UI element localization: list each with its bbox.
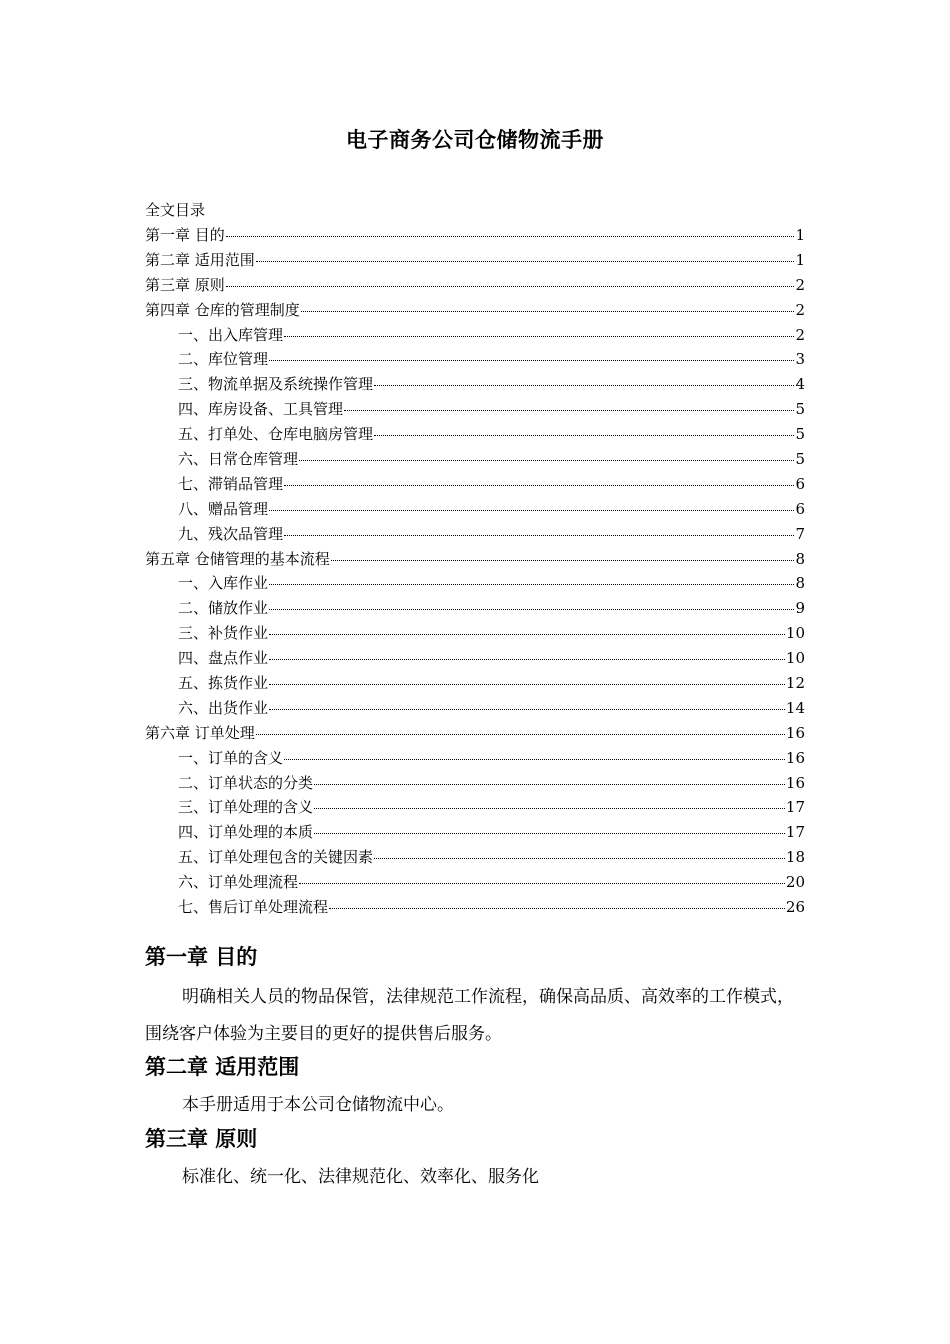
section-heading-scope: 第二章 适用范围 <box>145 1055 300 1079</box>
toc-entry[interactable] <box>145 251 805 276</box>
toc-entry-page-number: 26 <box>785 898 805 917</box>
section-body-scope: 本手册适用于本公司仓储物流中心。 <box>182 1095 454 1115</box>
toc-entry-label: 七、售后订单处理流程 <box>178 898 329 917</box>
toc-entry[interactable] <box>145 624 805 649</box>
toc-heading: 全文目录 <box>145 201 206 219</box>
toc-entry-page-number: 7 <box>795 524 805 543</box>
toc-entry-label: 三、订单处理的含义 <box>178 798 314 817</box>
toc-entry[interactable] <box>145 898 805 923</box>
toc-entry-label: 四、盘点作业 <box>178 649 269 668</box>
toc-entry-label: 第三章 原则 <box>145 275 225 294</box>
toc-entry-page-number: 1 <box>795 226 805 244</box>
toc-dot-leader <box>269 360 794 361</box>
toc-entry[interactable] <box>145 749 805 774</box>
toc-entry-page-number: 2 <box>795 325 805 344</box>
toc-entry[interactable] <box>145 350 805 375</box>
toc-entry-label: 五、订单处理包含的关键因素 <box>178 848 374 867</box>
toc-entry-page-number: 2 <box>795 275 805 294</box>
toc-entry[interactable] <box>145 475 805 500</box>
toc-dot-leader <box>269 684 785 685</box>
toc-entry-page-number: 2 <box>795 300 805 319</box>
toc-entry-page-number: 1 <box>795 250 805 269</box>
toc-entry-label: 第五章 仓储管理的基本流程 <box>145 549 330 568</box>
toc-dot-leader <box>301 311 795 312</box>
toc-entry-label: 六、订单处理流程 <box>178 873 299 892</box>
toc-entry-page-number: 16 <box>785 773 805 792</box>
toc-entry-label: 五、拣货作业 <box>178 674 269 693</box>
toc-entry-page-number: 5 <box>795 450 805 469</box>
toc-entry[interactable] <box>145 375 805 400</box>
toc-entry-page-number: 6 <box>795 474 805 493</box>
toc-entry-page-number: 5 <box>795 425 805 444</box>
toc-entry[interactable] <box>145 276 805 301</box>
toc-entry[interactable] <box>145 425 805 450</box>
toc-entry[interactable] <box>145 550 805 575</box>
toc-entry-page-number: 10 <box>785 649 805 668</box>
toc-entry-label: 二、订单状态的分类 <box>178 773 314 792</box>
toc-entry[interactable] <box>145 699 805 724</box>
toc-entry-page-number: 12 <box>785 674 805 693</box>
toc-entry-page-number: 9 <box>795 599 805 618</box>
toc-entry-label: 二、储放作业 <box>178 599 269 618</box>
toc-entry-page-number: 8 <box>795 574 805 593</box>
toc-entry-page-number: 16 <box>785 723 805 742</box>
toc-entry[interactable] <box>145 400 805 425</box>
toc-dot-leader <box>284 485 794 486</box>
toc-entry[interactable] <box>145 674 805 699</box>
toc-entry-label: 五、打单处、仓库电脑房管理 <box>178 425 374 444</box>
toc-entry-label: 三、物流单据及系统操作管理 <box>178 375 374 394</box>
toc-entry[interactable] <box>145 848 805 873</box>
toc-dot-leader <box>374 858 785 859</box>
toc-dot-leader <box>269 709 785 710</box>
toc-dot-leader <box>331 560 795 561</box>
section-body-purpose: 明确相关人员的物品保管，法律规范工作流程，确保高品质、高效率的工作模式，围绕客户体验为主要目的更好的提供售后服务。 <box>145 987 794 1044</box>
toc-entry-label: 八、赠品管理 <box>178 499 269 518</box>
toc-entry[interactable] <box>145 873 805 898</box>
toc-entry-label: 第二章 适用范围 <box>145 250 255 269</box>
toc-entry-label: 四、库房设备、工具管理 <box>178 400 344 419</box>
toc-entry-label: 一、订单的含义 <box>178 748 284 767</box>
toc-entry[interactable] <box>145 798 805 823</box>
toc-dot-leader <box>299 460 794 461</box>
toc-dot-leader <box>269 659 785 660</box>
toc-dot-leader <box>256 261 795 262</box>
toc-dot-leader <box>344 410 794 411</box>
toc-entry-page-number: 10 <box>785 624 805 643</box>
toc-entry[interactable] <box>145 226 805 251</box>
toc-entry-page-number: 3 <box>795 350 805 369</box>
toc-entry-label: 九、残次品管理 <box>178 524 284 543</box>
toc-dot-leader <box>226 236 795 237</box>
toc-entry[interactable] <box>145 724 805 749</box>
toc-entry-page-number: 14 <box>785 698 805 717</box>
toc-entry[interactable] <box>145 823 805 848</box>
toc-entry-page-number: 20 <box>785 873 805 892</box>
toc-dot-leader <box>374 435 794 436</box>
section-heading-principles: 第三章 原则 <box>145 1127 258 1151</box>
toc-entry-page-number: 16 <box>785 748 805 767</box>
toc-dot-leader <box>284 535 794 536</box>
toc-entry[interactable] <box>145 649 805 674</box>
toc-entry-label: 六、出货作业 <box>178 698 269 717</box>
toc-dot-leader <box>269 634 785 635</box>
toc-entry-page-number: 6 <box>795 499 805 518</box>
toc-dot-leader <box>269 510 794 511</box>
toc-entry-page-number: 5 <box>795 400 805 419</box>
toc-entry[interactable] <box>145 450 805 475</box>
toc-dot-leader <box>314 808 785 809</box>
document-title: 电子商务公司仓储物流手册 <box>346 128 604 152</box>
toc-dot-leader <box>299 883 785 884</box>
section-heading-purpose: 第一章 目的 <box>145 945 258 969</box>
toc-entry-label: 三、补货作业 <box>178 624 269 643</box>
toc-entry-page-number: 17 <box>785 798 805 817</box>
toc-entry[interactable] <box>145 599 805 624</box>
toc-entry-label: 六、日常仓库管理 <box>178 450 299 469</box>
toc-entry-page-number: 4 <box>795 375 805 394</box>
toc-entry-label: 第一章 目的 <box>145 226 225 244</box>
toc-entry-label: 二、库位管理 <box>178 350 269 369</box>
toc-entry[interactable] <box>145 301 805 326</box>
toc-entry-label: 第四章 仓库的管理制度 <box>145 300 300 319</box>
toc-entry[interactable] <box>145 774 805 799</box>
section-body-principles: 标准化、统一化、法律规范化、效率化、服务化 <box>182 1167 539 1187</box>
toc-entry[interactable] <box>145 525 805 550</box>
toc-dot-leader <box>269 609 794 610</box>
toc-entry-label: 第六章 订单处理 <box>145 723 255 742</box>
toc-dot-leader <box>314 784 785 785</box>
toc-dot-leader <box>269 584 794 585</box>
toc-entry-label: 七、滞销品管理 <box>178 474 284 493</box>
toc-entry-label: 一、出入库管理 <box>178 325 284 344</box>
toc-dot-leader <box>284 336 794 337</box>
toc-entry-page-number: 17 <box>785 823 805 842</box>
table-of-contents <box>145 226 805 923</box>
toc-dot-leader <box>284 759 785 760</box>
toc-entry-label: 四、订单处理的本质 <box>178 823 314 842</box>
toc-entry-page-number: 8 <box>795 549 805 568</box>
toc-entry[interactable] <box>145 574 805 599</box>
toc-entry[interactable] <box>145 326 805 351</box>
toc-dot-leader <box>256 734 785 735</box>
toc-dot-leader <box>314 833 785 834</box>
toc-dot-leader <box>374 385 794 386</box>
toc-entry-label: 一、入库作业 <box>178 574 269 593</box>
toc-entry[interactable] <box>145 500 805 525</box>
toc-dot-leader <box>226 286 795 287</box>
toc-dot-leader <box>329 908 785 909</box>
toc-entry-page-number: 18 <box>785 848 805 867</box>
